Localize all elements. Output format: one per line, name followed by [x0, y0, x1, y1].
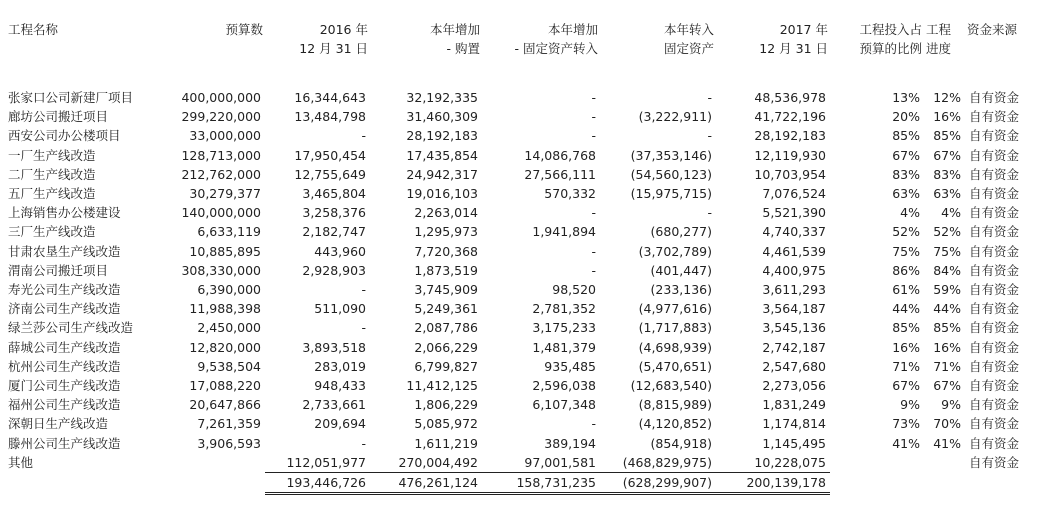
cell-budget [161, 453, 265, 473]
cell-name: 其他 [8, 455, 34, 471]
cell-close: 3,564,187 [762, 301, 826, 317]
header-add-line: - 购置 [446, 41, 480, 56]
cell-add: 28,192,183 [406, 128, 478, 144]
cell-source: 自有资金 [969, 147, 1020, 163]
table-row [6, 338, 1045, 357]
cell-ratio: 44% [892, 301, 920, 317]
construction-in-progress-table [6, 20, 1045, 495]
cell-name: 厦门公司生产线改造 [8, 378, 121, 394]
cell-open: 3,893,518 [302, 339, 366, 355]
cell-budget: 20,647,866 [189, 397, 261, 413]
cell-source: 自有资金 [969, 186, 1020, 202]
cell-open: 3,465,804 [302, 186, 366, 202]
cell-source: 自有资金 [969, 358, 1020, 374]
cell-source: 自有资金 [969, 262, 1020, 278]
cell-close: 10,703,954 [754, 166, 826, 182]
cell-transfer: (12,683,540) [630, 378, 712, 394]
cell-add: 270,004,492 [370, 453, 482, 473]
cell-ratio: 67% [892, 378, 920, 394]
cell-addfix: 935,485 [544, 358, 596, 374]
table-row [6, 165, 1045, 184]
cell-transfer: (854,918) [650, 435, 712, 451]
cell-budget: 12,820,000 [189, 339, 261, 355]
cell-open: 2,928,903 [302, 262, 366, 278]
cell-transfer: (4,977,616) [638, 301, 712, 317]
header-progress-line: 进度 [926, 41, 952, 56]
table-row [6, 184, 1045, 203]
cell-open: 209,694 [314, 416, 366, 432]
table-row [6, 261, 1045, 280]
cell-name: 杭州公司生产线改造 [8, 358, 121, 374]
cell-open: 948,433 [314, 378, 366, 394]
cell-ratio: 41% [892, 435, 920, 451]
cell-transfer: (37,353,146) [630, 147, 712, 163]
header-budget-line: 预算数 [225, 22, 263, 37]
cell-addfix: 2,596,038 [532, 378, 596, 394]
cell-close: 2,742,187 [762, 339, 826, 355]
header-open [265, 20, 370, 88]
cell-open: 193,446,726 [265, 473, 370, 494]
header-close-line: 12 月 31 日 [759, 41, 828, 56]
cell-progress: 70% [933, 416, 961, 432]
cell-add: 5,249,361 [414, 301, 478, 317]
cell-transfer: (4,698,939) [638, 339, 712, 355]
cell-transfer: (5,470,651) [638, 358, 712, 374]
header-addfix-line: 本年增加 [547, 22, 598, 37]
cell-addfix: - [591, 128, 596, 144]
cell-transfer: (54,560,123) [630, 166, 712, 182]
cell-add: 19,016,103 [406, 186, 478, 202]
cell-ratio: 73% [892, 416, 920, 432]
table-row [6, 126, 1045, 145]
cell-ratio [830, 453, 924, 473]
header-transfer [600, 20, 716, 88]
cell-addfix: - [591, 243, 596, 259]
cell-ratio: 75% [892, 243, 920, 259]
cell-name: 西安公司办公楼项目 [8, 128, 121, 144]
cell-source: 自有资金 [969, 128, 1020, 144]
cell-open: 17,950,454 [294, 147, 366, 163]
header-ratio [830, 20, 924, 88]
cell-close: 3,611,293 [762, 282, 826, 298]
cell-progress: 9% [941, 397, 961, 413]
header-ratio-line: 工程投入占 [859, 22, 922, 37]
cell-budget: 308,330,000 [181, 262, 261, 278]
cell-source: 自有资金 [969, 205, 1020, 221]
cell-progress: 4% [941, 205, 961, 221]
cell-name: 一厂生产线改造 [8, 147, 96, 163]
cell-addfix: 2,781,352 [532, 301, 596, 317]
table-row [6, 88, 1045, 107]
cell-close: 1,174,814 [762, 416, 826, 432]
cell-name: 廊坊公司搬迁项目 [8, 109, 109, 125]
cell-transfer: (233,136) [650, 282, 712, 298]
cell-ratio: 13% [892, 90, 920, 105]
cell-open: - [361, 282, 366, 298]
cell-addfix: 570,332 [544, 186, 596, 202]
cell-name: 薛城公司生产线改造 [8, 339, 121, 355]
cell-transfer: (680,277) [650, 224, 712, 240]
header-budget [161, 20, 265, 88]
cell-name [6, 473, 161, 494]
cell-budget: 30,279,377 [189, 186, 261, 202]
cell-open: 16,344,643 [294, 90, 366, 105]
cell-budget: 140,000,000 [181, 205, 261, 221]
cell-progress: 83% [933, 166, 961, 182]
cell-progress: 59% [933, 282, 961, 298]
cell-add: 5,085,972 [414, 416, 478, 432]
cell-name: 二厂生产线改造 [8, 166, 96, 182]
cell-budget: 3,906,593 [197, 435, 261, 451]
cell-progress: 67% [933, 378, 961, 394]
cell-add: 2,066,229 [414, 339, 478, 355]
header-close-line: 2017 年 [779, 22, 828, 37]
other-row [6, 453, 1045, 473]
table-body [6, 88, 1045, 494]
cell-source: 自有资金 [969, 301, 1020, 317]
cell-addfix: 389,194 [544, 435, 596, 451]
cell-ratio: 52% [892, 224, 920, 240]
cell-open: 112,051,977 [265, 453, 370, 473]
cell-progress: 41% [933, 435, 961, 451]
cell-budget [161, 473, 265, 494]
cell-ratio: 16% [892, 339, 920, 355]
cell-close: 2,273,056 [762, 378, 826, 394]
cell-close: 48,536,978 [754, 90, 826, 105]
cell-name: 滕州公司生产线改造 [8, 435, 121, 451]
header-source [965, 20, 1045, 88]
cell-progress: 71% [933, 358, 961, 374]
cell-ratio: 86% [892, 262, 920, 278]
cell-transfer: (8,815,989) [638, 397, 712, 413]
cell-add: 1,873,519 [414, 262, 478, 278]
cell-add: 3,745,909 [414, 282, 478, 298]
cell-progress: 16% [933, 339, 961, 355]
cell-source: 自有资金 [969, 320, 1020, 336]
cell-open: - [361, 435, 366, 451]
cell-name: 绿兰莎公司生产线改造 [8, 320, 134, 336]
cell-name: 渭南公司搬迁项目 [8, 262, 109, 278]
cell-open: 443,960 [314, 243, 366, 259]
cell-name: 张家口公司新建厂项目 [8, 90, 134, 105]
table-row [6, 318, 1045, 337]
cell-close: 4,400,975 [762, 262, 826, 278]
cell-close: 2,547,680 [762, 358, 826, 374]
cell-source: 自有资金 [969, 90, 1020, 105]
header-progress [924, 20, 965, 88]
cell-add: 7,720,368 [414, 243, 478, 259]
header-open-line: 2016 年 [319, 22, 368, 37]
header-name [6, 20, 161, 88]
cell-close: 4,461,539 [762, 243, 826, 259]
cell-addfix: 14,086,768 [524, 147, 596, 163]
header-transfer-line: 本年转入 [663, 22, 714, 37]
cell-addfix: - [591, 109, 596, 125]
cell-add: 2,087,786 [414, 320, 478, 336]
cell-ratio: 61% [892, 282, 920, 298]
cell-close: 41,722,196 [754, 109, 826, 125]
header-transfer-line: 固定资产 [663, 41, 714, 56]
cell-open: 2,182,747 [302, 224, 366, 240]
cell-source: 自有资金 [969, 109, 1020, 125]
cell-add: 2,263,014 [414, 205, 478, 221]
cell-source: 自有资金 [969, 455, 1020, 471]
cell-close: 200,139,178 [716, 473, 830, 494]
cell-close: 3,545,136 [762, 320, 826, 336]
cell-progress: 85% [933, 320, 961, 336]
cell-transfer: (1,717,883) [638, 320, 712, 336]
cell-source: 自有资金 [969, 224, 1020, 240]
cell-close: 28,192,183 [754, 128, 826, 144]
cell-addfix: 98,520 [552, 282, 596, 298]
cell-progress [924, 473, 965, 494]
cell-close: 10,228,075 [716, 453, 830, 473]
cell-ratio: 9% [900, 397, 920, 413]
cell-close: 1,145,495 [762, 435, 826, 451]
cell-open: 3,258,376 [302, 205, 366, 221]
cell-ratio: 20% [892, 109, 920, 125]
cell-source: 自有资金 [969, 282, 1020, 298]
cell-budget: 6,633,119 [197, 224, 261, 240]
cell-source: 自有资金 [969, 397, 1020, 413]
cell-name: 深朝日生产线改造 [8, 416, 109, 432]
cell-ratio [830, 473, 924, 494]
cell-open: 283,019 [314, 358, 366, 374]
header-source-line: 资金来源 [967, 22, 1018, 37]
cell-budget: 299,220,000 [181, 109, 261, 125]
cell-close: 12,119,930 [754, 147, 826, 163]
cell-source: 自有资金 [969, 416, 1020, 432]
cell-ratio: 85% [892, 128, 920, 144]
cell-source: 自有资金 [969, 243, 1020, 259]
cell-transfer: (3,222,911) [638, 109, 712, 125]
cell-budget: 9,538,504 [197, 358, 261, 374]
cell-addfix: 97,001,581 [482, 453, 600, 473]
cell-add: 1,806,229 [414, 397, 478, 413]
cell-transfer: - [707, 128, 712, 144]
cell-addfix: - [591, 205, 596, 221]
cell-close: 5,521,390 [762, 205, 826, 221]
cell-open: 511,090 [314, 301, 366, 317]
cell-budget: 128,713,000 [181, 147, 261, 163]
cell-transfer: (4,120,852) [638, 416, 712, 432]
cell-progress [924, 453, 965, 473]
header-close [716, 20, 830, 88]
header-name-line: 工程名称 [8, 22, 59, 37]
cell-addfix: - [591, 262, 596, 278]
cell-transfer: (468,829,975) [600, 453, 716, 473]
cell-budget: 33,000,000 [189, 128, 261, 144]
cell-addfix: 1,941,894 [532, 224, 596, 240]
cell-close: 4,740,337 [762, 224, 826, 240]
header-add-line: 本年增加 [429, 22, 480, 37]
header-open-line: 12 月 31 日 [299, 41, 368, 56]
cell-progress: 75% [933, 243, 961, 259]
cell-addfix: 158,731,235 [482, 473, 600, 494]
cell-name: 福州公司生产线改造 [8, 397, 121, 413]
cell-close: 1,831,249 [762, 397, 826, 413]
cell-open: - [361, 320, 366, 336]
table-row [6, 222, 1045, 241]
cell-transfer: (3,702,789) [638, 243, 712, 259]
total-row [6, 473, 1045, 494]
cell-budget: 212,762,000 [181, 166, 261, 182]
cell-open: 2,733,661 [302, 397, 366, 413]
cell-open: - [361, 128, 366, 144]
table-row [6, 376, 1045, 395]
cell-budget: 2,450,000 [197, 320, 261, 336]
header-row [6, 20, 1045, 88]
cell-ratio: 83% [892, 166, 920, 182]
cell-add: 24,942,317 [406, 166, 478, 182]
cell-addfix: - [591, 90, 596, 105]
cell-ratio: 4% [900, 205, 920, 221]
cell-progress: 85% [933, 128, 961, 144]
cell-name: 甘肃农垦生产线改造 [8, 243, 121, 259]
cell-source: 自有资金 [969, 378, 1020, 394]
cell-source: 自有资金 [969, 339, 1020, 355]
cell-add: 31,460,309 [406, 109, 478, 125]
cell-add: 17,435,854 [406, 147, 478, 163]
cell-ratio: 63% [892, 186, 920, 202]
table-row [6, 299, 1045, 318]
header-ratio-line: 预算的比例 [859, 41, 922, 56]
header-addfix [482, 20, 600, 88]
cell-name: 三厂生产线改造 [8, 224, 96, 240]
cell-progress: 67% [933, 147, 961, 163]
cell-name: 上海销售办公楼建设 [8, 205, 121, 221]
cell-ratio: 71% [892, 358, 920, 374]
cell-budget: 10,885,895 [189, 243, 261, 259]
cell-source: 自有资金 [969, 435, 1020, 451]
cell-addfix: 3,175,233 [532, 320, 596, 336]
cell-budget: 11,988,398 [189, 301, 261, 317]
cell-transfer: (628,299,907) [600, 473, 716, 494]
cell-addfix: - [591, 416, 596, 432]
cell-addfix: 27,566,111 [524, 166, 596, 182]
cell-open: 13,484,798 [294, 109, 366, 125]
cell-budget: 6,390,000 [197, 282, 261, 298]
cell-progress: 52% [933, 224, 961, 240]
cell-budget: 17,088,220 [189, 378, 261, 394]
cell-budget: 7,261,359 [197, 416, 261, 432]
cell-add: 6,799,827 [414, 358, 478, 374]
table-row [6, 280, 1045, 299]
cell-name: 济南公司生产线改造 [8, 301, 121, 317]
cell-ratio: 67% [892, 147, 920, 163]
table-row [6, 395, 1045, 414]
cell-add: 476,261,124 [370, 473, 482, 494]
cell-add: 1,295,973 [414, 224, 478, 240]
cell-progress: 16% [933, 109, 961, 125]
cell-transfer: - [707, 90, 712, 105]
table-row [6, 242, 1045, 261]
table-row [6, 203, 1045, 222]
cell-add: 11,412,125 [406, 378, 478, 394]
cell-name: 寿光公司生产线改造 [8, 282, 121, 298]
cell-addfix: 6,107,348 [532, 397, 596, 413]
table-row [6, 434, 1045, 453]
cell-progress: 63% [933, 186, 961, 202]
header-addfix-line: - 固定资产转入 [514, 41, 598, 56]
cell-ratio: 85% [892, 320, 920, 336]
cell-open: 12,755,649 [294, 166, 366, 182]
cell-add: 1,611,219 [414, 435, 478, 451]
cell-progress: 84% [933, 262, 961, 278]
cell-source [965, 473, 1045, 494]
cell-source: 自有资金 [969, 166, 1020, 182]
cell-progress: 44% [933, 301, 961, 317]
cell-budget: 400,000,000 [181, 90, 261, 105]
table-row [6, 146, 1045, 165]
cell-name: 五厂生产线改造 [8, 186, 96, 202]
cell-addfix: 1,481,379 [532, 339, 596, 355]
table-row [6, 414, 1045, 433]
table-row [6, 107, 1045, 126]
cell-transfer: (15,975,715) [630, 186, 712, 202]
header-add [370, 20, 482, 88]
header-progress-line: 工程 [926, 22, 952, 37]
cell-transfer: - [707, 205, 712, 221]
cell-add: 32,192,335 [406, 90, 478, 105]
cell-progress: 12% [933, 90, 961, 105]
cell-transfer: (401,447) [650, 262, 712, 278]
cell-close: 7,076,524 [762, 186, 826, 202]
table-row [6, 357, 1045, 376]
